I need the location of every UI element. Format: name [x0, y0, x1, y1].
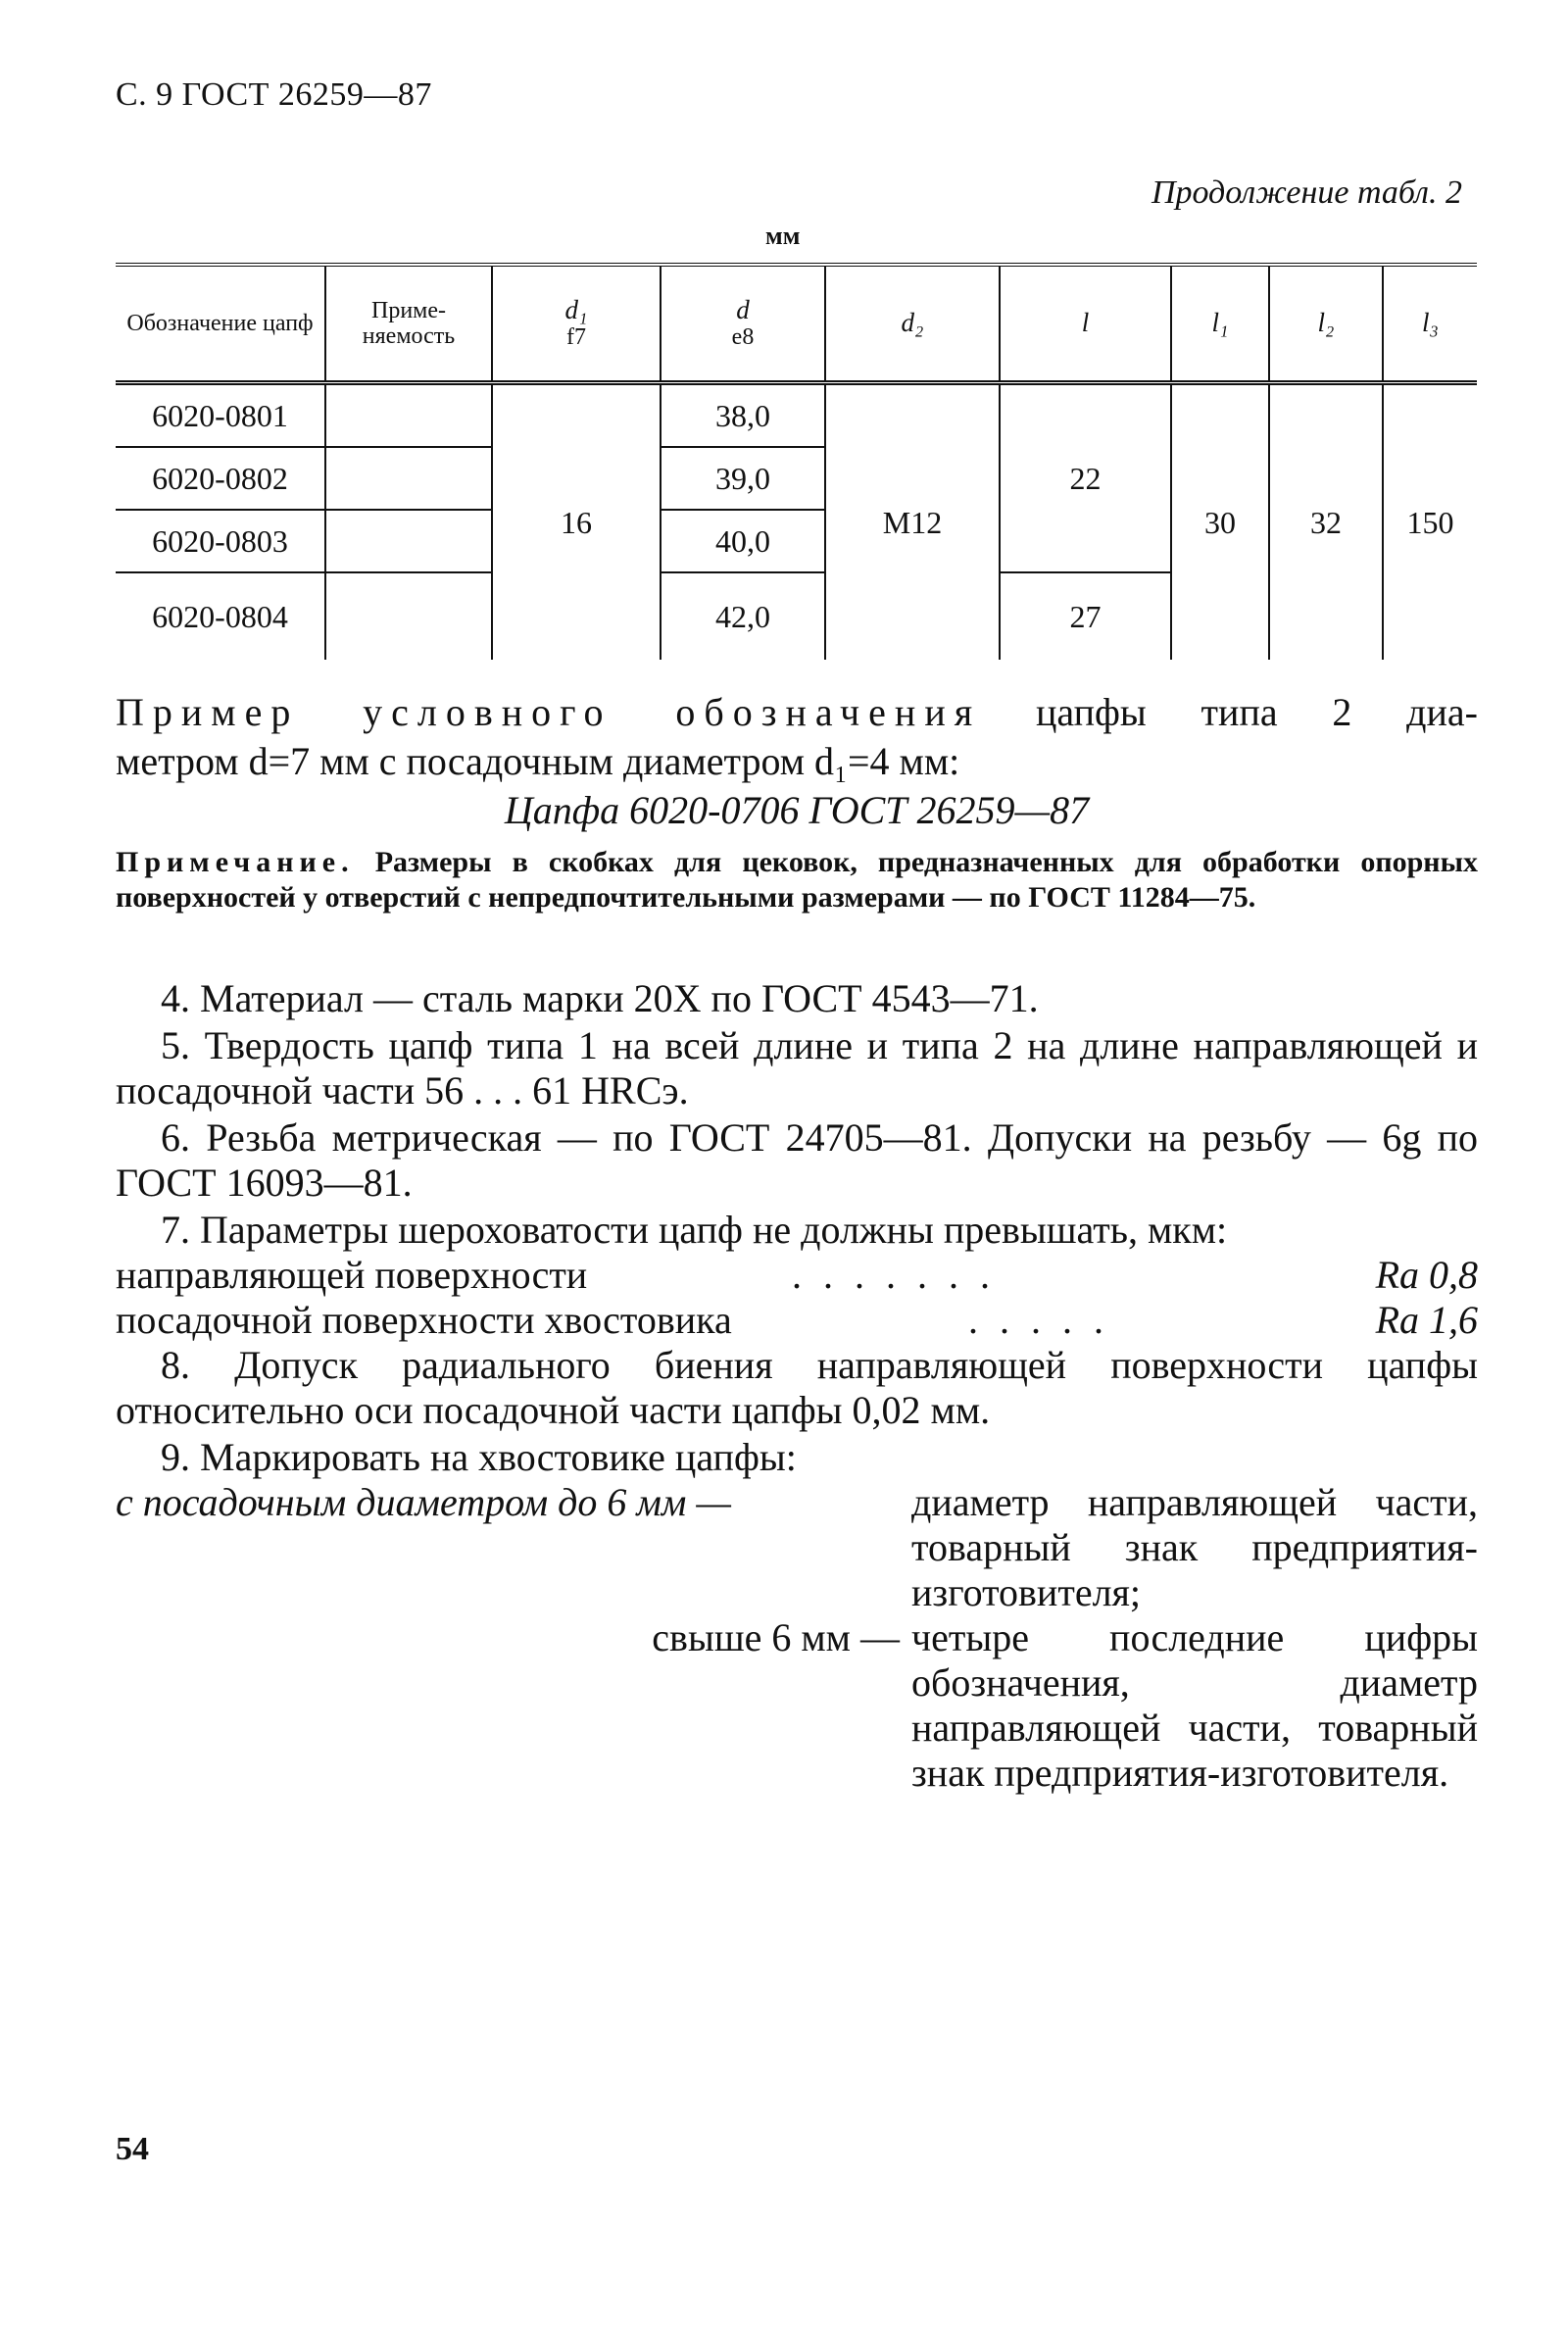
col-d2: d₂: [825, 265, 1000, 383]
item-7-a-dots: . . . . . . .: [792, 1253, 996, 1297]
col-l3: l₃: [1383, 265, 1477, 383]
item-7: 7. Параметры шероховатости цапф не должны превышать, мкм:: [161, 1208, 1228, 1252]
designation-cell: 6020-0803: [116, 510, 325, 572]
col-d: d e8: [661, 265, 825, 383]
item-4: 4. Материал — сталь марки 20Х по ГОСТ 4543—71.: [161, 976, 1039, 1020]
d-cell: 40,0: [661, 510, 825, 572]
d2-value: M12: [825, 383, 1000, 661]
col-applicability: Приме-няемость: [325, 265, 492, 383]
d-cell: 39,0: [661, 447, 825, 510]
col-l1: l₁: [1171, 265, 1269, 383]
applicability-cell: [325, 447, 492, 510]
designation-cell: 6020-0801: [116, 383, 325, 448]
note-label: Примечание.: [116, 846, 355, 878]
table-header-row: [116, 265, 1477, 383]
l1-value: 30: [1171, 383, 1269, 661]
l-value-first: 22: [1000, 383, 1171, 573]
item-9-a-lead: с посадочным диаметром до 6 мм —: [116, 1480, 731, 1524]
item-8: 8. Допуск радиального биения направляющей поверхности цапфы относительно оси посадочной части цапфы 0,02 мм.: [116, 1343, 1478, 1432]
d1-value: 16: [492, 383, 661, 661]
col-l: l: [1000, 265, 1171, 383]
table-note: [116, 845, 1478, 915]
item-9-a-text: диаметр направляющей части, товарный знак предприятия-изготовителя;: [911, 1480, 1478, 1614]
designation-example: [116, 688, 1478, 835]
d-cell: 42,0: [661, 572, 825, 660]
note-text: Размеры в скобках для цековок, предназначенных для обработки опорных поверхностей у отверстий с непредпочтительными размерами — по ГОСТ 11284—75.: [116, 846, 1479, 914]
col-l2: l₂: [1269, 265, 1383, 383]
item-7-b-value: Ra 1,6: [1375, 1298, 1478, 1342]
table-units: мм: [765, 222, 801, 250]
example-lead: Пример условного обозначения: [116, 690, 982, 734]
item-5: 5. Твердость цапф типа 1 на всей длине и типа 2 на длине направляющей и посадочной части 56 . . . 61 HRCэ.: [116, 1023, 1478, 1113]
item-6: 6. Резьба метрическая — по ГОСТ 24705—81. Допуски на резьбу — 6g по ГОСТ 16093—81.: [116, 1115, 1478, 1205]
item-7-a: [116, 1253, 1478, 1298]
item-7-b-label: посадочной поверхности хвостовика: [116, 1298, 732, 1342]
item-7-a-label: направляющей поверхности: [116, 1253, 588, 1297]
designation-cell: 6020-0802: [116, 447, 325, 510]
l3-value: 150: [1383, 383, 1477, 661]
example-line1: цапфы типа 2 диа-: [1035, 690, 1479, 734]
col-d1: d₁ f7: [492, 265, 661, 383]
designation-cell: 6020-0804: [152, 598, 288, 634]
page-number: 54: [116, 2131, 149, 2167]
table-row: [116, 383, 1477, 448]
applicability-cell: [325, 383, 492, 448]
item-7-a-value: Ra 0,8: [1375, 1253, 1478, 1297]
item-7-b-dots: . . . . .: [968, 1298, 1109, 1342]
table-continuation-caption: Продолжение табл. 2: [1151, 174, 1462, 211]
l-value-last: 27: [1000, 572, 1171, 660]
applicability-cell: [325, 572, 492, 660]
item-7-b: [116, 1298, 1478, 1343]
col-designation: Обозначение цапф: [116, 265, 325, 383]
item-9-b-text: четыре последние цифры обозначения, диаметр направляющей части, товарный знак предприятия-изготовителя.: [911, 1615, 1478, 1795]
d-cell: 38,0: [661, 383, 825, 448]
page-header: С. 9 ГОСТ 26259—87: [116, 76, 432, 113]
applicability-cell: [325, 510, 492, 572]
dimensions-table: [116, 263, 1477, 660]
item-9-b-lead: свыше 6 мм —: [652, 1615, 900, 1659]
example-line2: метром d=7 мм с посадочным диаметром d₁=4 мм:: [116, 739, 960, 783]
l2-value: 32: [1269, 383, 1383, 661]
item-9: 9. Маркировать на хвостовике цапфы:: [161, 1435, 797, 1479]
example-designation: Цапфа 6020-0706 ГОСТ 26259—87: [504, 788, 1090, 832]
